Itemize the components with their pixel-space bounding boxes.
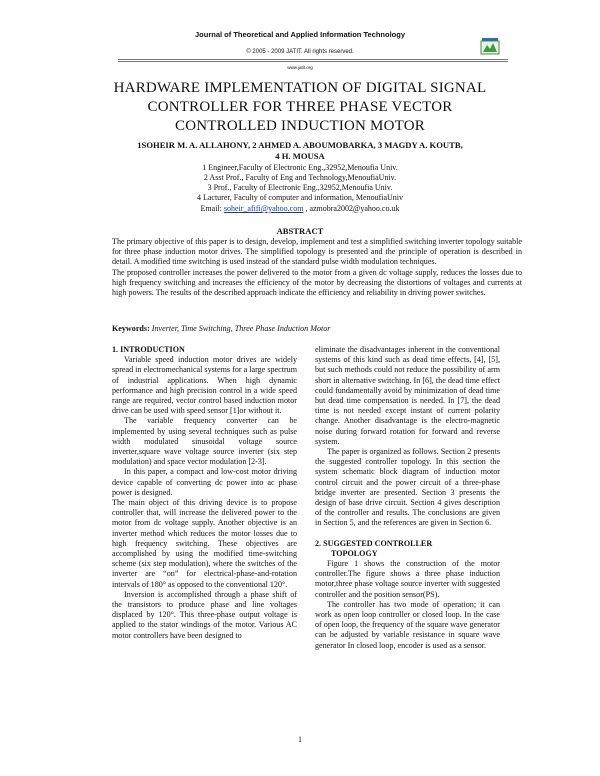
section2-paragraph: Figure 1 shows the construction of the motor controller.The figure shows a three phase induction motor,three phase voltage source inverter with suggested controller and the position sensor(PS). (315, 559, 500, 599)
col2-paragraph: eliminate the disadvantages inherent in the conventional systems of this kind such as dead time effects, [4], [5], but such methods could not reduce the possibility of arm short in alternative switching. In [6], the dead time effect could fundamentally avoid by minimization of dead time but dead time compensation is needed. In [7], the dead time is not needed except instant of current polarity change. Another disadvantage is the electro-magnetic noise during forward rotation for forward and reverse system. (315, 345, 500, 446)
copyright-line: © 2005 - 2009 JATIT. All rights reserved. (246, 49, 354, 55)
section2-heading: 2. SUGGESTED CONTROLLER (315, 538, 433, 548)
email-label: Email: (200, 204, 222, 213)
intro-paragraph: The variable frequency converter can be implemented by using several techniques such as pulse width modulated sinusoidal voltage source inverter,square wave voltage source inverter (six step modulation) and space vector modulation [2-3]. (112, 416, 297, 467)
affiliation-1: 1 Engineer,Faculty of Electronic Eng.,32952,Menoufia Univ. (202, 163, 398, 172)
title-line: HARDWARE IMPLEMENTATION OF DIGITAL SIGNAL (113, 80, 487, 96)
header-rule-bottom (118, 61, 508, 62)
abstract-body (112, 237, 522, 298)
intro-paragraph: Inversion is accomplished through a phase shift of the transistors to produce phase and line voltages displaced by 120°. This three-phase output voltage is applied to the stator windings of the motor. Various AC motor controllers have been designed to (112, 589, 297, 640)
keywords-text: Inverter, Time Switching, Three Phase Induction Motor (151, 324, 331, 333)
email-link[interactable]: soheir_afifi@yahoo.com (223, 204, 304, 213)
keywords-line (112, 324, 522, 333)
affiliation-3: 3 Prof., Faculty of Electronic Eng.,32952,Menoufia Univ. (207, 183, 393, 192)
title-line: CONTROLLER FOR THREE PHASE VECTOR (147, 99, 453, 115)
author-list (80, 140, 520, 162)
journal-url: www.jatit.org (287, 65, 313, 70)
section2-paragraph: The controller has two mode of operation; it can work as open loop controller or closed loop. In the case of open loop, the frequency of the square wave generator can be adjusted by variable resistance in square wave generator In closed loop, encoder is used as a sensor. (315, 599, 500, 650)
left-column (112, 345, 297, 641)
intro-heading: 1. INTRODUCTION (112, 345, 185, 354)
section2-heading-cont: TOPOLOGY (331, 548, 378, 558)
authors-line: 1SOHEIR M. A. ALLAHONY, 2 AHMED A. ABOUMOBARKA, 3 MAGDY A. KOUTB, (137, 140, 463, 150)
journal-name: Journal of Theoretical and Applied Information Technology (194, 30, 405, 39)
abstract-heading: ABSTRACT (276, 226, 324, 236)
col2-paragraph: The paper is organized as follows. Section 2 presents the suggested controller topology. In this section the system schematic block diagram of induction motor control circuit and the power circuit of a three-phase bridge inverter are presented. Section 3 presents the design of base drive circuit. Section 4 gives description of the controller and results. The conclusions are given in Section 5, and the references are given in Section 6. (315, 447, 500, 528)
authors-line: 4 H. MOUSA (275, 151, 325, 161)
abstract-paragraph: The proposed controller increases the power delivered to the motor from a given dc voltage supply, reduces the losses due to high frequency switching and increases the efficiency of the motor by decreasing the distortions of voltages and currents at high powers. The results of the described approach indicate the efficiency and reliability in driving power switches. (112, 267, 522, 298)
right-column (315, 345, 500, 651)
email-line (0, 204, 600, 214)
abstract-paragraph: The primary objective of this paper is to design, develop, implement and test a simplified switching inverter topology suitable for three phase induction motor drives. The simplified topology is presented and the principle of operation is described in detail. A modified time switching is used instead of the standard pulse width modulation techniques. (112, 237, 522, 267)
header-rule-top (118, 59, 508, 60)
intro-paragraph: The main object of this driving device is to propose controller that, will increase the delivered power to the motor from dc voltage supply. Another objective is an inverter method which reduces the motor losses due to high frequency switching. These objectives are accomplished by using the modified time-switching scheme (six step modulation), where the switches of the inverter are “on” for electrical-phase-and-rotation intervals of 180° as opposed to the conventional 120°. (112, 498, 297, 589)
affiliation-4: 4 Lacturer, Faculty of computer and information, MenoufiaUniv (196, 193, 404, 202)
email-address-2: , azmobra2002@yahoo.co.uk (305, 204, 400, 213)
affiliation-2: 2 Asst Prof., Faculty of Eng and Technology,MenoufiaUniv. (203, 173, 397, 182)
intro-paragraph: Variable speed induction motor drives are widely spread in electromechanical systems for a large spectrum of industrial applications. When high dynamic performance and high precision control in a wide speed range are required, vector control based induction motor drive can be used with speed sensor [1]or without it. (112, 355, 297, 416)
keywords-label: Keywords: (112, 324, 150, 333)
title-line: CONTROLLED INDUCTION MOTOR (175, 118, 425, 134)
page-number: 1 (298, 735, 302, 744)
intro-paragraph: In this paper, a compact and low-cost motor driving device capable of converting dc power into ac phase power is designed. (112, 467, 297, 497)
paper-title (60, 79, 540, 136)
